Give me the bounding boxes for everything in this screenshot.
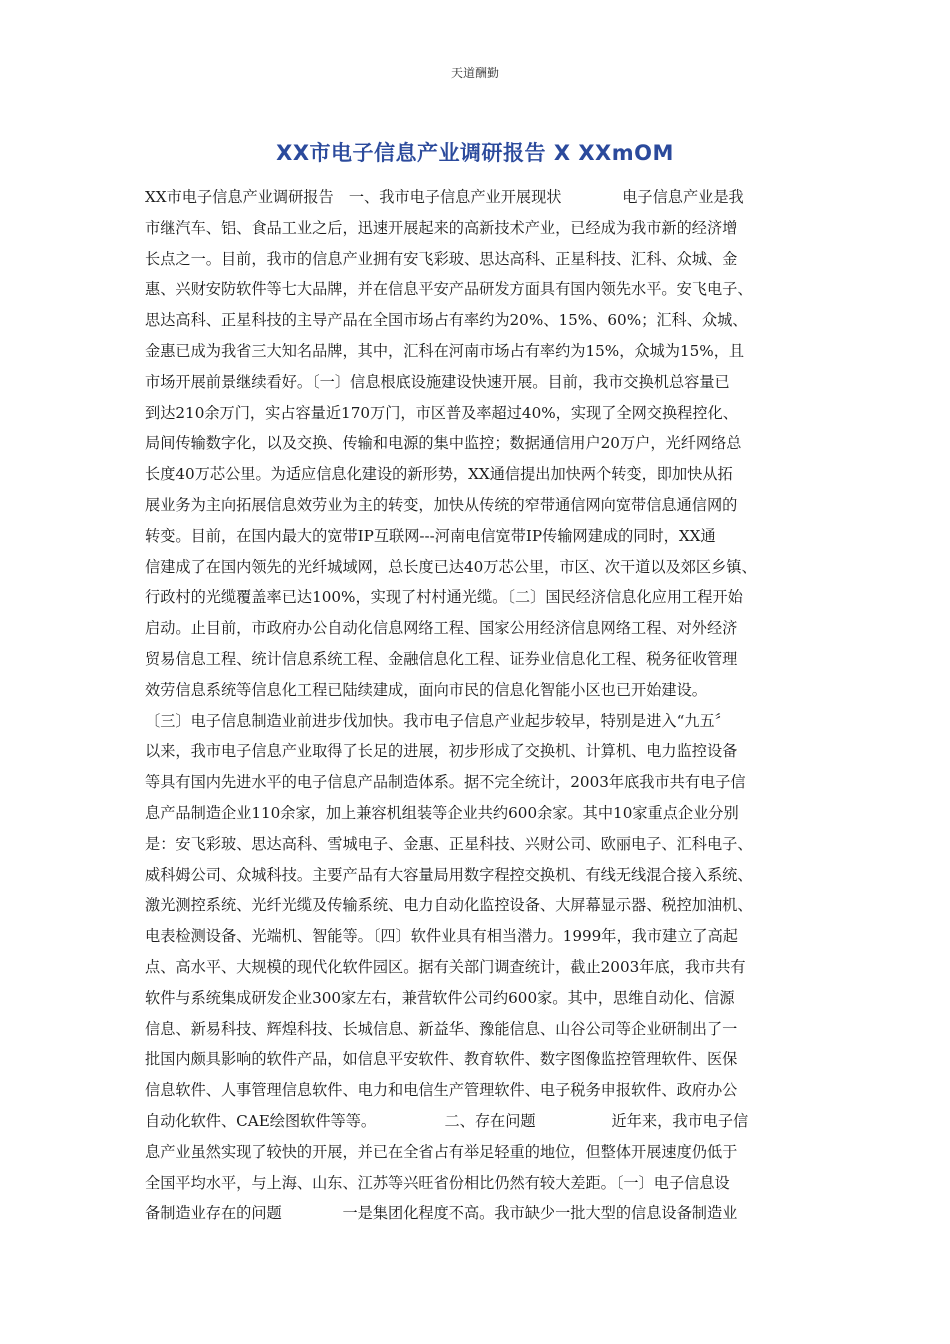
body-line: 长度40万芯公里。为适应信息化建设的新形势，XX通信提出加快两个转变，即加快从拓 <box>145 465 733 484</box>
body-line: 息产业虽然实现了较快的开展，并已在全省占有举足轻重的地位，但整体开展速度仍低于 <box>145 1142 738 1161</box>
body-line: 局间传输数字化，以及交换、传输和电源的集中监控；数据通信用户20万户，光纤网络总 <box>145 434 742 453</box>
body-line: 信建成了在国内领先的光纤城域网，总长度已达40万芯公里，市区、次干道以及郊区乡镇、 <box>145 557 757 576</box>
body-line: 展业务为主向拓展信息效劳业为主的转变，加快从传统的窄带通信网向宽带信息通信网的 <box>145 495 738 514</box>
body-line: 启动。止目前，市政府办公自动化信息网络工程、国家公用经济信息网络工程、对外经济 <box>145 619 738 638</box>
body-line: 自动化软件、CAE绘图软件等等。 二、存在问题 近年来，我市电子信 <box>145 1111 749 1130</box>
body-line: 〔三〕电子信息制造业前进步伐加快。我市电子信息产业起步较早，特别是进入“九五〞 <box>145 711 730 730</box>
body-line: 效劳信息系统等信息化工程已陆续建成，面向市民的信息化智能小区也已开始建设。 <box>145 680 707 699</box>
body-line: 激光测控系统、光纤光缆及传输系统、电力自动化监控设备、大屏幕显示器、税控加油机、 <box>145 896 753 915</box>
body-line: XX市电子信息产业调研报告 一、我市电子信息产业开展现状 电子信息产业是我 <box>145 188 744 206</box>
body-line: 市继汽车、铝、食品工业之后，迅速开展起来的高新技术产业，已经成为我市新的经济增 <box>145 218 738 237</box>
body-line: 贸易信息工程、统计信息系统工程、金融信息化工程、证券业信息化工程、税务征收管理 <box>145 649 738 668</box>
body-line: 惠、兴财安防软件等七大品牌，并在信息平安产品研发方面具有国内领先水平。安飞电子、 <box>145 280 753 299</box>
body-line: 威科姆公司、众城科技。主要产品有大容量局用数字程控交换机、有线无线混合接入系统、 <box>145 865 753 884</box>
body-line: 信息软件、人事管理信息软件、电力和电信生产管理软件、电子税务申报软件、政府办公 <box>145 1081 738 1100</box>
body-line: 金惠已成为我省三大知名品牌，其中，汇科在河南市场占有率约为15%，众城为15%，且 <box>145 341 745 360</box>
body-line: 电表检测设备、光端机、智能等。〔四〕软件业具有相当潜力。1999年，我市建立了高起 <box>145 927 738 946</box>
body-line: 备制造业存在的问题 一是集团化程度不高。我市缺少一批大型的信息设备制造业 <box>145 1204 738 1223</box>
body-line: 行政村的光缆覆盖率已达100%，实现了村村通光缆。〔二〕国民经济信息化应用工程开始 <box>145 588 743 607</box>
page-header: 天道酬勤 <box>450 66 499 80</box>
body-line: 转变。目前，在国内最大的宽带IP互联网---河南电信宽带IP传输网建成的同时，XX通 <box>145 526 716 545</box>
body-line: 息产品制造企业110余家，加上兼容机组装等企业共约600余家。其中10家重点企业分别 <box>145 803 739 822</box>
document-body <box>145 182 835 1229</box>
body-line: 思达高科、正星科技的主导产品在全国市场占有率约为20%、15%、60%；汇科、众城、 <box>145 311 748 330</box>
body-line: 全国平均水平，与上海、山东、江苏等兴旺省份相比仍然有较大差距。〔一〕电子信息设 <box>145 1173 730 1192</box>
body-line: 长点之一。目前，我市的信息产业拥有安飞彩玻、思达高科、正星科技、汇科、众城、金 <box>145 249 738 268</box>
body-line: 等具有国内先进水平的电子信息产品制造体系。据不完全统计，2003年底我市共有电子信 <box>145 773 746 792</box>
document-title: XX市电子信息产业调研报告 X XXmOM <box>276 141 674 165</box>
body-line: 市场开展前景继续看好。〔一〕信息根底设施建设快速开展。目前，我市交换机总容量已 <box>145 372 730 391</box>
body-line: 点、高水平、大规模的现代化软件园区。据有关部门调查统计，截止2003年底，我市共有 <box>145 957 746 976</box>
body-line: 批国内颇具影响的软件产品，如信息平安软件、教育软件、数字图像监控管理软件、医保 <box>145 1050 738 1069</box>
body-line: 以来，我市电子信息产业取得了长足的进展，初步形成了交换机、计算机、电力监控设备 <box>145 742 738 761</box>
body-line: 是：安飞彩玻、思达高科、雪城电子、金惠、正星科技、兴财公司、欧丽电子、汇科电子、 <box>145 834 753 853</box>
body-line: 信息、新易科技、辉煌科技、长城信息、新益华、豫能信息、山谷公司等企业研制出了一 <box>145 1019 738 1038</box>
body-line: 到达210余万门，实占容量近170万门，市区普及率超过40%，实现了全网交换程控化、 <box>145 403 738 422</box>
body-line: 软件与系统集成研发企业300家左右，兼营软件公司约600家。其中，思维自动化、信源 <box>145 988 735 1007</box>
